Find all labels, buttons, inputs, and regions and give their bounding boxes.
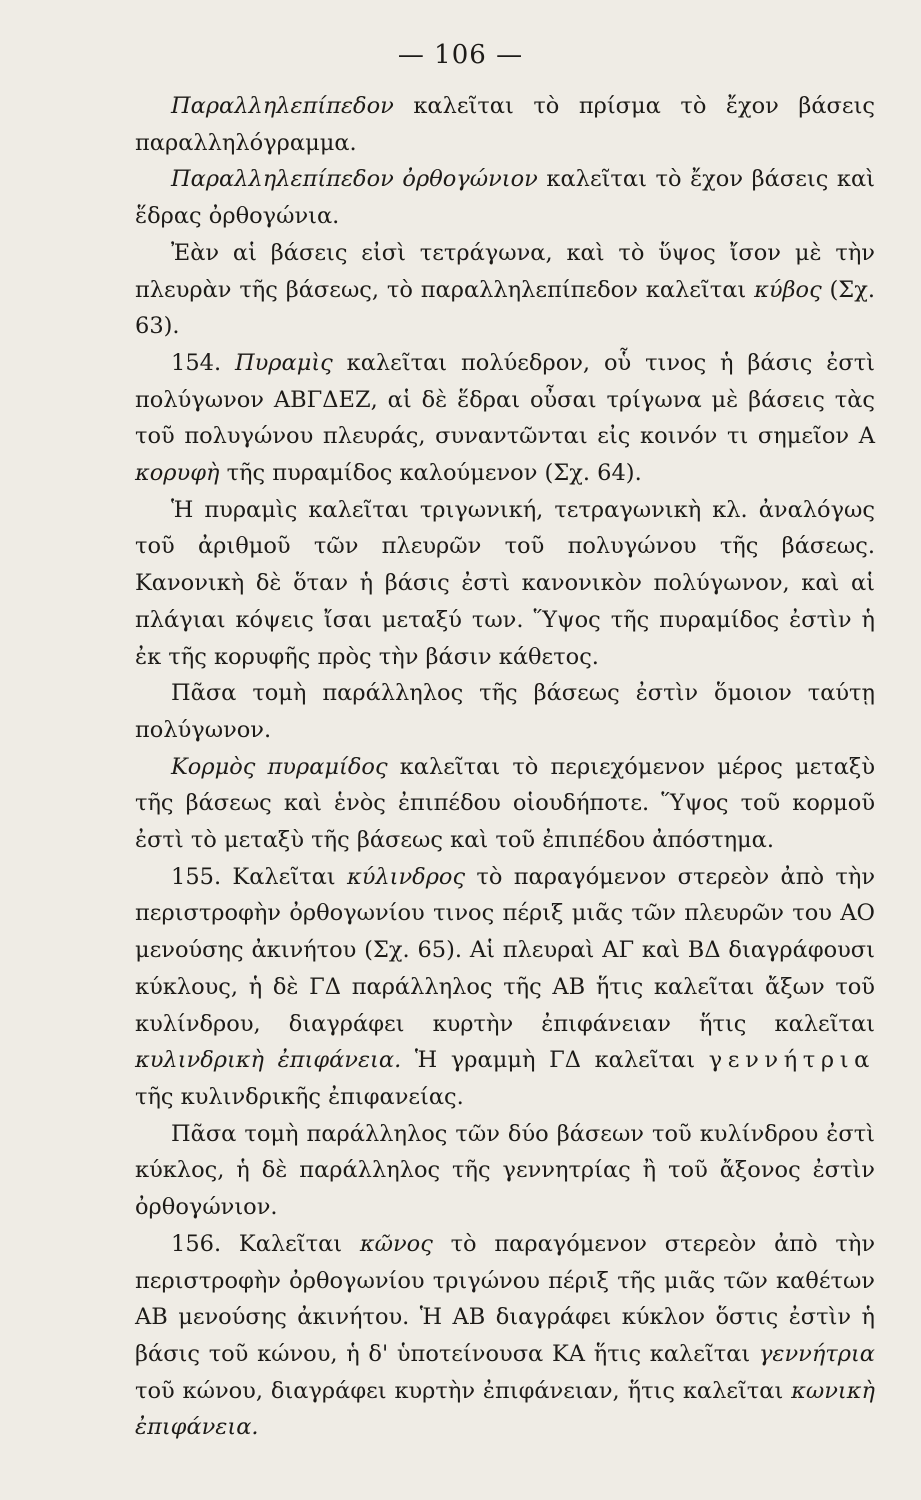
text-run: τῆς πυραμίδος καλούμενον (Σχ. 64). [219, 460, 642, 487]
text-run: Ἡ πυραμὶς καλεῖται τριγωνική, τετραγωνικὴ κλ. ἀναλόγως τοῦ ἀριθμοῦ τῶν πλευρῶν τοῦ πολυγώνου τῆς βάσεως. Κανονικὴ δὲ ὅταν ἡ βάσις ἐστὶ κανονικὸν πολύγωνον, καὶ αἱ πλάγιαι κόψεις ἴσαι μεταξύ των. Ὕψος τῆς πυραμίδος ἐστὶν ἡ ἐκ τῆς κορυφῆς πρὸς τὴν βάσιν κάθετος. [135, 496, 875, 670]
text-run: τὸ παραγόμενον στερεὸν ἀπὸ τὴν περιστροφὴν ὀρθογωνίου τριγώνου πέριξ τῆς μιᾶς τῶν καθέτων ΑΒ μενούσης ἀκινήτου. Ἡ ΑΒ διαγράφει κύκλον ὅστις ἐστὶν ἡ βάσις τοῦ κώνου, ἡ δ' ὑποτείνουσα ΚΑ ἥτις καλεῖται [135, 1230, 875, 1367]
paragraph [135, 749, 875, 859]
italic-term: Κορμὸς πυραμίδος [171, 753, 388, 780]
paragraph [135, 1226, 875, 1446]
italic-term: κῶνος [359, 1230, 433, 1257]
text-run: Ἡ γραμμὴ ΓΔ καλεῖται [401, 1047, 709, 1074]
text-run: καλεῖται τὸ πρίσμα τὸ ἔχον βάσεις παραλληλόγραμμα. [135, 93, 875, 156]
page-body-text [135, 88, 875, 1446]
text-run: Πᾶσα τομὴ παράλληλος τῆς βάσεως ἐστὶν ὅμοιον ταύτῃ πολύγωνον. [135, 680, 875, 743]
paragraph [135, 345, 875, 492]
italic-term: γεννήτρια [758, 1340, 875, 1367]
text-run: Ἐὰν αἱ βάσεις εἰσὶ τετράγωνα, καὶ τὸ ὕψος ἴσον μὲ τὴν πλευρὰν τῆς βάσεως, τὸ παραλληλεπίπεδον καλεῖται [135, 239, 875, 303]
text-run: 156. Καλεῖται [171, 1230, 360, 1257]
text-run: 154. [171, 349, 235, 376]
italic-term: κωνικὴ ἐπιφάνεια. [135, 1377, 875, 1441]
italic-term: Πυραμὶς [234, 349, 333, 376]
text-run: (Σχ. 63). [135, 276, 876, 340]
text-run: καλεῖται τὸ ἔχον βάσεις καὶ ἕδρας ὀρθογώνια. [135, 166, 875, 230]
paragraph [135, 1116, 875, 1226]
paragraph [135, 161, 875, 234]
italic-term: Παραλληλεπίπεδον ὀρθογώνιον [171, 166, 538, 193]
paragraph [135, 859, 875, 1116]
italic-term: κορυφὴ [135, 460, 220, 487]
italic-term: κυλινδρικὴ ἐπιφάνεια. [135, 1047, 402, 1074]
text-run: 155. Καλεῖται [171, 863, 347, 890]
paragraph [135, 235, 875, 345]
italic-term: Παραλληλεπίπεδον [171, 93, 394, 119]
text-run: καλεῖται τὸ περιεχόμενον μέρος μεταξὺ τῆς βάσεως καὶ ἑνὸς ἐπιπέδου οἱουδήποτε. Ὕψος τοῦ κορμοῦ ἐστὶ τὸ μεταξὺ τῆς βάσεως καὶ τοῦ ἐπιπέδου ἀπόστημα. [135, 753, 875, 854]
paragraph [135, 492, 875, 676]
italic-term: κύβος [754, 276, 822, 303]
text-run: τὸ παραγόμενον στερεὸν ἀπὸ τὴν περιστροφὴν ὀρθογωνίου τινος πέριξ μιᾶς τῶν πλευρῶν του ΑΟ μενούσης ἀκινήτου (Σχ. 65). Αἱ πλευραὶ ΑΓ καὶ ΒΔ διαγράφουσι κύκλους, ἡ δὲ ΓΔ παράλληλος τῆς ΑΒ ἥτις καλεῖται ἄξων τοῦ κυλίνδρου, διαγράφει κυρτὴν ἐπιφάνειαν ἥτις καλεῖται [135, 863, 876, 1037]
paragraph [135, 88, 875, 161]
text-run: γεννήτρια [708, 1047, 875, 1074]
italic-term: κύλινδρος [346, 863, 466, 890]
text-run: τοῦ κώνου, διαγράφει κυρτὴν ἐπιφάνειαν, ἥτις καλεῖται [135, 1377, 792, 1404]
text-run: καλεῖται πολύεδρον, οὗ τινος ἡ βάσις ἐστὶ πολύγωνον ΑΒΓΔΕΖ, αἱ δὲ ἕδραι οὖσαι τρίγωνα μὲ βάσεις τὰς τοῦ πολυγώνου πλευράς, συναντῶνται εἰς κοινόν τι σημεῖον Α [135, 349, 875, 450]
paragraph [135, 675, 875, 748]
page-number: — 106 — [397, 40, 524, 70]
text-run: τῆς κυλινδρικῆς ἐπιφανείας. [135, 1083, 464, 1110]
text-run: Πᾶσα τομὴ παράλληλος τῶν δύο βάσεων τοῦ κυλίνδρου ἐστὶ κύκλος, ἡ δὲ παράλληλος τῆς γεννητρίας ἢ τοῦ ἄξονος ἐστὶν ὀρθογώνιον. [135, 1120, 875, 1221]
